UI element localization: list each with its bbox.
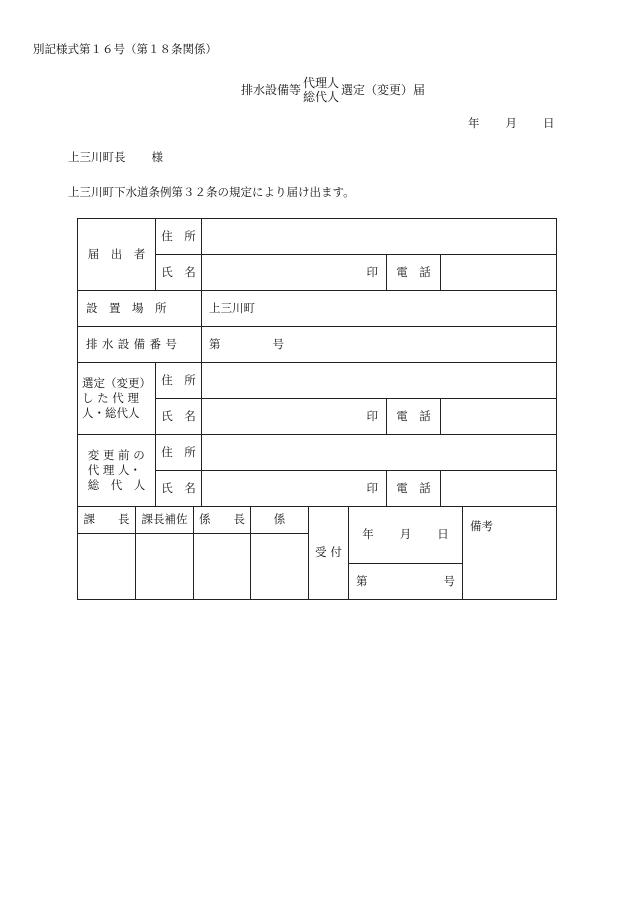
title-prefix: 排水設備等	[241, 83, 302, 97]
selected-agent-seal-mark: 印	[366, 408, 378, 423]
previous-agent-seal-mark: 印	[366, 480, 378, 495]
previous-agent-address-field[interactable]	[202, 435, 556, 470]
remarks-field[interactable]	[463, 507, 556, 599]
addressee-honorific: 様	[151, 150, 163, 164]
section-chief-header: 課 長	[83, 512, 130, 527]
previous-agent-phone-label: 電 話	[396, 480, 431, 495]
equipment-number-label: 排水設備番号	[86, 336, 182, 351]
date-year: 年	[468, 116, 480, 130]
reception-date-field[interactable]	[349, 507, 462, 563]
staff-header: 係	[273, 512, 286, 527]
applicant-phone-label: 電 話	[396, 264, 431, 279]
subsection-chief-stamp-box[interactable]	[194, 534, 250, 599]
form-number: 別記様式第１６号（第１８条関係）	[33, 42, 217, 56]
previous-agent-address-label: 住 所	[161, 444, 196, 459]
addressee-name: 上三川町長	[68, 150, 126, 164]
applicant-name-label: 氏 名	[161, 264, 196, 279]
applicant-address-label: 住 所	[161, 228, 196, 243]
reception-date-month: 月	[399, 527, 412, 542]
previous-agent-name-label: 氏 名	[161, 480, 196, 495]
staff-stamp-box[interactable]	[251, 534, 308, 599]
selected-agent-label: 選定（変更） し た 代 理 人・総代人	[82, 376, 151, 420]
selected-agent-name-field[interactable]	[202, 399, 386, 434]
receipt-number-prefix: 第	[356, 573, 368, 588]
location-value: 上三川町	[209, 300, 255, 315]
reception-label: 受 付	[315, 545, 342, 560]
applicant-seal-mark: 印	[366, 264, 378, 279]
selected-agent-name-label: 氏 名	[161, 408, 196, 423]
assistant-chief-header: 課長補佐	[141, 512, 188, 527]
applicant-name-field[interactable]	[202, 255, 386, 290]
section-chief-stamp-box[interactable]	[78, 534, 135, 599]
location-label: 設 置 場 所	[86, 300, 167, 315]
applicant-phone-field[interactable]	[441, 255, 556, 290]
title-stack-top: 代理人	[303, 76, 340, 90]
equipment-number-prefix: 第	[209, 336, 221, 351]
receipt-number-suffix: 号	[443, 573, 455, 588]
selected-agent-address-field[interactable]	[202, 363, 556, 398]
equipment-number-suffix: 号	[272, 336, 284, 351]
intro-text: 上三川町下水道条例第３２条の規定により届け出ます。	[68, 185, 355, 199]
date-day: 日	[543, 116, 555, 130]
reception-date-day: 日	[437, 527, 449, 542]
previous-agent-name-field[interactable]	[202, 471, 386, 506]
selected-agent-phone-field[interactable]	[441, 399, 556, 434]
applicant-label: 届 出 者	[87, 246, 146, 261]
reception-date-year: 年	[362, 527, 374, 542]
selected-agent-phone-label: 電 話	[396, 408, 431, 423]
receipt-number-field[interactable]	[349, 564, 462, 599]
previous-agent-label: 変 更 前 の 代 理 人・ 総 代 人	[87, 448, 146, 492]
applicant-address-field[interactable]	[202, 219, 556, 254]
location-field[interactable]	[202, 291, 556, 326]
date-month: 月	[505, 116, 517, 130]
equipment-number-field[interactable]	[202, 327, 556, 362]
previous-agent-phone-field[interactable]	[441, 471, 556, 506]
remarks-label: 備考	[470, 519, 493, 533]
assistant-chief-stamp-box[interactable]	[136, 534, 193, 599]
subsection-chief-header: 係 長	[199, 512, 245, 527]
title-stack-bottom: 総代人	[303, 90, 340, 104]
title-suffix: 選定（変更）届	[341, 83, 426, 97]
selected-agent-address-label: 住 所	[161, 372, 196, 387]
